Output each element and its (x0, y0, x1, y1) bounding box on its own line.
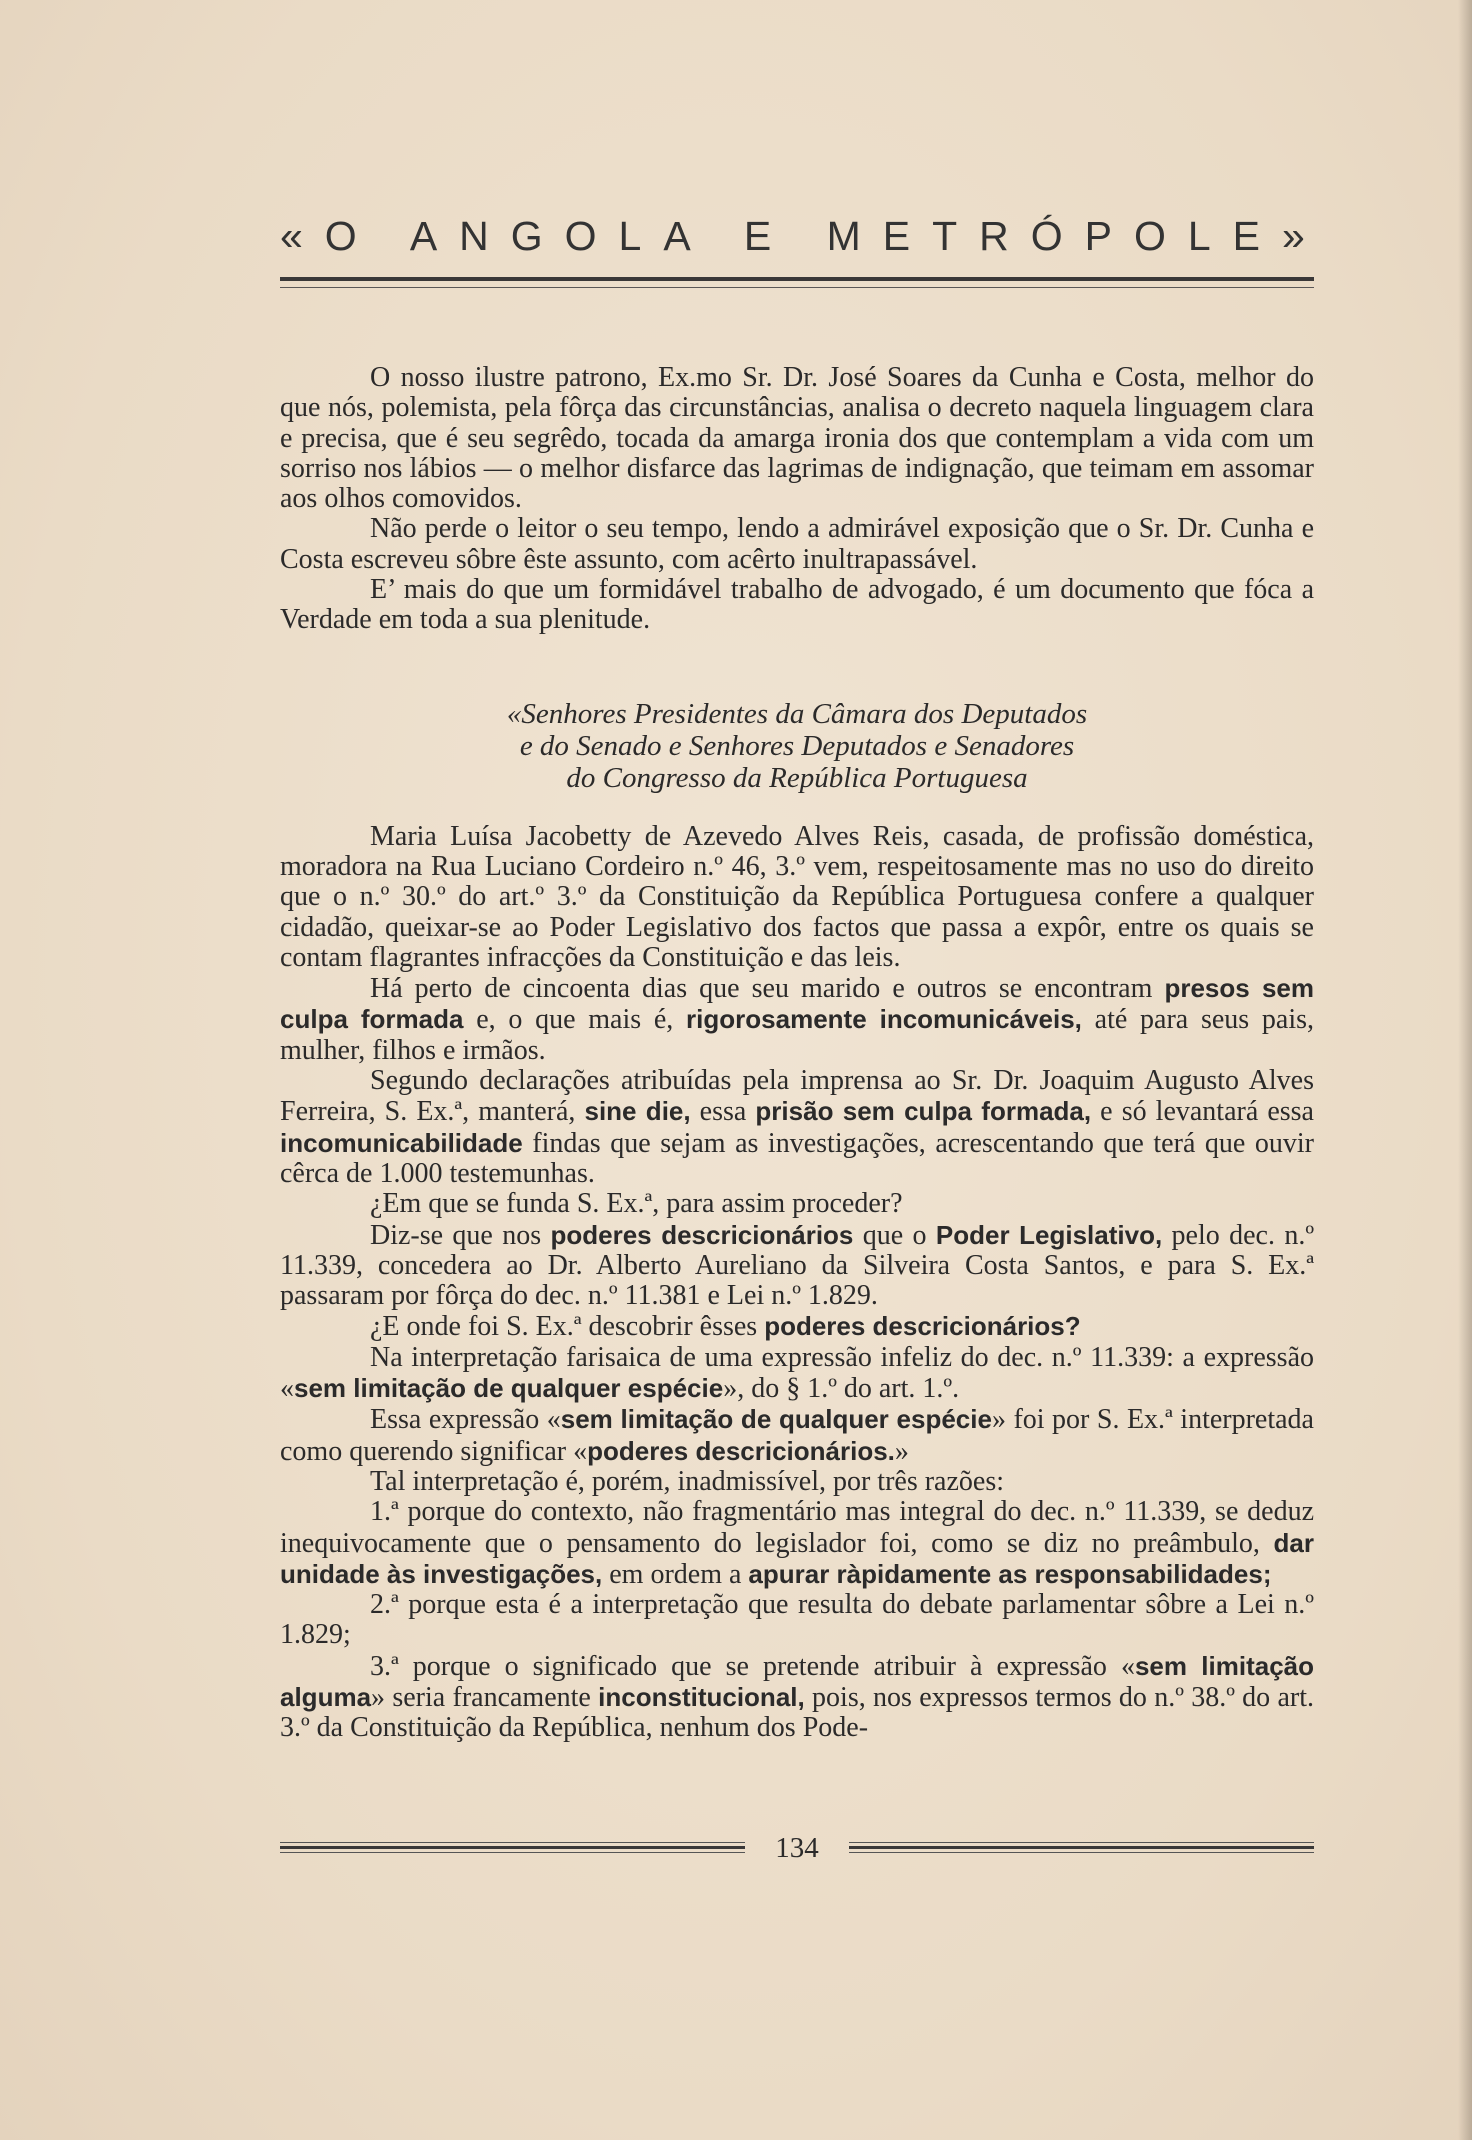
letter-paragraph: 2.ª porque esta é a interpretação que resulta do debate parlamentar sôbre a Lei n.º 1.829; (280, 1589, 1314, 1651)
text-run: pelo dec. n.º 11.339, concedera ao Dr. Alberto Aureliano da Silveira Costa Santos, e para S. Ex.ª passaram por fôrça do dec. n.º 11.381 e Lei n.º 1.829. (280, 1219, 1315, 1312)
letter-address (280, 698, 1314, 794)
intro-paragraph: E’ mais do que um formidável trabalho de advogado, é um documento que fóca a Verdade em toda a sua plenitude. (280, 574, 1314, 636)
header-rule-thick (280, 277, 1314, 281)
text-run: e só levantará essa (1091, 1096, 1314, 1128)
letter-paragraph (280, 1066, 1314, 1189)
letter-paragraph (280, 1404, 1314, 1467)
letter-paragraph: Maria Luísa Jacobetty de Azevedo Alves Reis, casada, de profissão doméstica, moradora na Rua Luciano Cordeiro n.º 46, 3.º vem, respeitosamente mas no uso do direito que o n.º 30.º do art.º 3.º da Constituição da República Portuguesa confere a qualquer cidadão, queixar-se ao Poder Legislativo dos factos que passa a expôr, entre os quais se contam flagrantes infracções da Constituição e das leis. (280, 820, 1314, 973)
bold-run: prisão sem culpa formada, (755, 1096, 1092, 1127)
address-line: e do Senado e Senhores Deputados e Senadores (519, 729, 1075, 762)
letter-paragraph (280, 1311, 1314, 1342)
bold-run: poderes descricionários? (764, 1311, 1081, 1342)
page-number: 134 (775, 1832, 819, 1864)
letter-paragraph (280, 1343, 1314, 1405)
letter-paragraph (280, 1497, 1314, 1590)
text-run: 1.ª porque do contexto, não fragmentário mas integral do dec. n.º 11.339, se deduz inequivocamente que o pensamento do legislador foi, como se diz no preâmbulo, (280, 1496, 1314, 1559)
bold-run: dar unidade às investigações, (280, 1527, 1314, 1589)
intro-paragraph: Não perde o leitor o seu tempo, lendo a admirável exposição que o Sr. Dr. Cunha e Costa escreveu sôbre êste assunto, com acêrto inultrapassável. (280, 513, 1314, 575)
page-edge-shadow (1458, 0, 1472, 2140)
bold-run: poderes descricionários. (587, 1435, 895, 1466)
footer-rule-right (849, 1842, 1314, 1853)
header-rule-thin (280, 287, 1314, 288)
letter-paragraph: Tal interpretação é, porém, inadmissível, por três razões: (370, 1465, 1005, 1497)
text-run: Essa expressão « (370, 1404, 561, 1436)
text-run: Na interpretação farisaica de uma expressão infeliz do dec. n.º 11.339: a expressão « (280, 1341, 1314, 1405)
page-footer (280, 1832, 1314, 1872)
letter-paragraph (280, 973, 1314, 1066)
bold-run: incomunicabilidade (280, 1127, 523, 1158)
text-run: em ordem a (602, 1558, 749, 1590)
text-run: » foi por S. Ex.ª interpretada como querendo significar « (280, 1404, 1314, 1467)
bold-run: apurar ràpidamente as responsabilidades; (748, 1558, 1272, 1589)
letter-paragraph: ¿Em que se funda S. Ex.ª, para assim proceder? (370, 1188, 903, 1220)
bold-run: rigorosamente incomunicáveis, (686, 1004, 1082, 1035)
text-run: » seria francamente (371, 1681, 599, 1713)
text-run: até para seus pais, mulher, filhos e irmãos. (280, 1004, 1315, 1066)
text-run: Segundo declarações atribuídas pela imprensa ao Sr. Dr. Joaquim Augusto Alves Ferreira, S. Ex.ª, manterá, (280, 1065, 1314, 1128)
text-run: » (894, 1435, 909, 1467)
intro-paragraph: O nosso ilustre patrono, Ex.mo Sr. Dr. José Soares da Cunha e Costa, melhor do que nós, polemista, pela fôrça das circunstâncias, analisa o decreto naquela linguagem clara e precisa, que é seu segrêdo, tocada da amarga ironia dos que contemplam a vida com um sorriso nos lábios — o melhor disfarce das lagrimas de indignação, que teimam em assomar aos olhos comovidos. (280, 362, 1314, 515)
running-header: «O ANGOLA E METRÓPOLE» (280, 213, 1327, 259)
text-run: essa (690, 1096, 756, 1128)
text-run: que o (853, 1219, 936, 1251)
address-line: do Congresso da República Portuguesa (566, 761, 1028, 794)
bold-run: poderes descricionários (550, 1219, 854, 1250)
text-run: Há perto de cincoenta dias que seu marido e outros se encontram (370, 973, 1165, 1005)
footer-rule-left (280, 1842, 745, 1853)
bold-run: sem limitação de qualquer espécie (560, 1404, 992, 1435)
text-run: ¿E onde foi S. Ex.ª descobrir êsses (370, 1311, 765, 1343)
text-run: 3.ª porque o significado que se pretende atribuir à expressão « (370, 1650, 1135, 1682)
bold-run: sine die, (584, 1096, 691, 1127)
text-run: », do § 1.º do art. 1.º. (723, 1373, 960, 1405)
article-body (280, 363, 1314, 1744)
bold-run: inconstitucional, (598, 1681, 805, 1712)
text-run: pois, nos expressos termos do n.º 38.º do art. 3.º da Constituição da República, nenhum dos Pode- (280, 1681, 1315, 1744)
bold-run: sem limitação de qualquer espécie (294, 1373, 724, 1404)
text-run: e, o que mais é, (463, 1004, 687, 1036)
bold-run: Poder Legislativo, (935, 1219, 1163, 1250)
letter-paragraph (280, 1651, 1314, 1744)
text-run: Diz-se que nos (370, 1219, 551, 1251)
bold-run: sem limitação alguma (280, 1650, 1314, 1712)
address-line: «Senhores Presidentes da Câmara dos Deputados (506, 697, 1088, 730)
text-run: findas que sejam as investigações, acrescentando que terá que ouvir cêrca de 1.000 testemunhas. (280, 1127, 1314, 1189)
bold-run: presos sem culpa formada (280, 973, 1314, 1035)
letter-paragraph (280, 1220, 1314, 1312)
